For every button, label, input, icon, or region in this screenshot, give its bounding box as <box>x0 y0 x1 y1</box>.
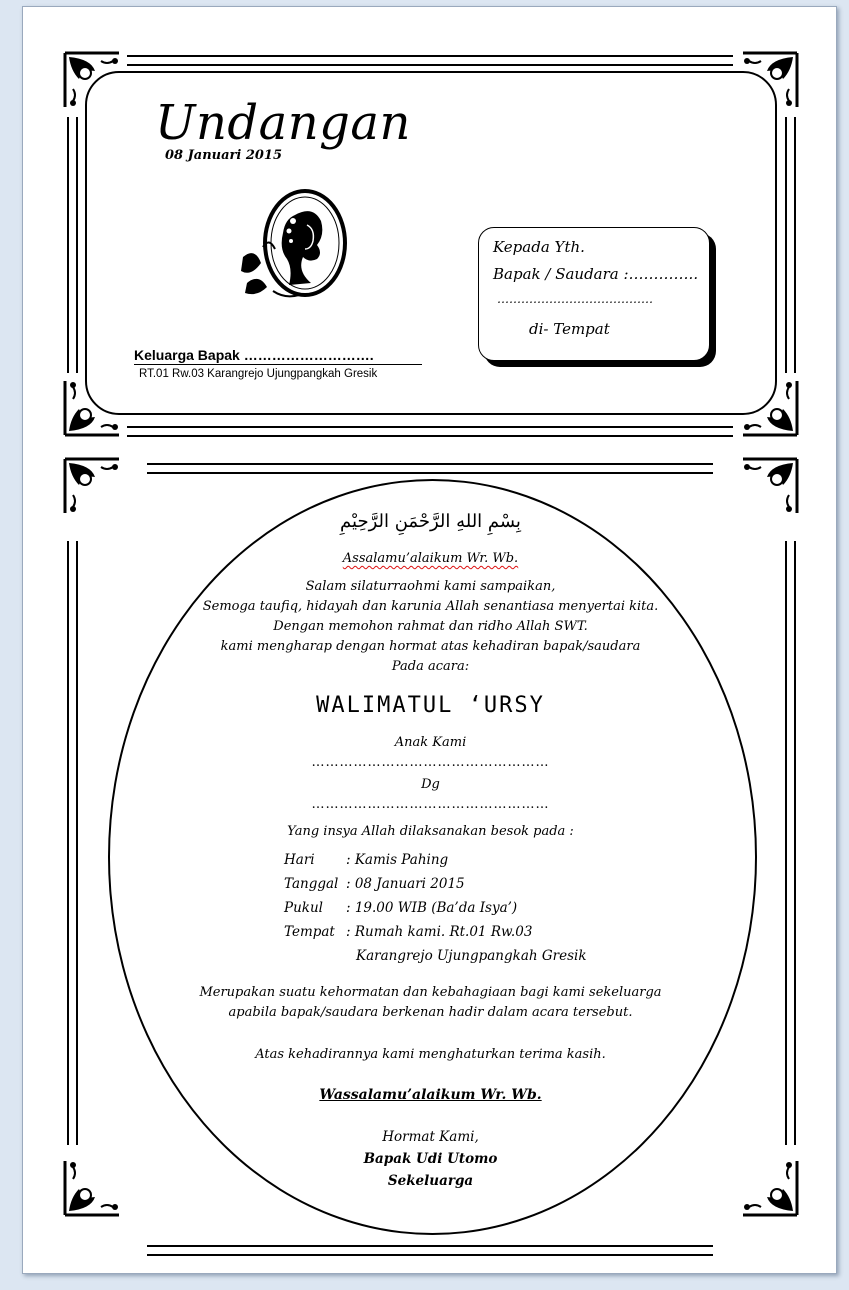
schedule-key: Tanggal <box>284 876 339 892</box>
thanks-line: Atas kehadirannya kami menghaturkan terima kasih. <box>255 1047 606 1062</box>
opening-paragraph <box>108 577 753 677</box>
greeting <box>108 549 753 569</box>
basmalah-calligraphy: بِسْمِ اللهِ الرَّحْمَنِ الرَّحِيْمِ <box>340 511 521 532</box>
closing-greeting-text: Wassalamu’alaikum Wr. Wb. <box>319 1087 542 1103</box>
schedule-key: Pukul <box>284 900 323 916</box>
opening-line-1: Salam silaturraohmi kami sampaikan, <box>305 579 556 594</box>
opening-line-3: Dengan memohon rahmat dan ridho Allah SWT. <box>273 619 588 634</box>
schedule-key: Tempat <box>284 924 335 940</box>
greeting-text: Assalamu’alaikum Wr. Wb. <box>342 551 519 566</box>
family-address: RT.01 Rw.03 Karangrejo Ujungpangkah Gresik <box>139 368 378 380</box>
schedule-row-place <box>284 924 532 940</box>
groom-placeholder: …………………………………………… <box>311 755 550 770</box>
schedule-row-time <box>284 900 517 916</box>
schedule-value: : 08 Januari 2015 <box>346 876 465 892</box>
schedule-row-date <box>284 876 465 892</box>
recipient-line-4: di- Tempat <box>529 320 610 338</box>
schedule-row-day <box>284 852 448 868</box>
recipient-line-1: Kepada Yth. <box>493 238 585 256</box>
schedule-value: : Kamis Pahing <box>346 852 449 868</box>
recipient-line-2: Bapak / Saudara :………….. <box>493 265 699 283</box>
bride-placeholder: …………………………………………… <box>311 797 550 812</box>
schedule-key: Hari <box>284 852 315 868</box>
child-label: Anak Kami <box>394 735 467 750</box>
closing-paragraph <box>108 983 753 1023</box>
schedule-value: : 19.00 WIB (Ba’da Isya’) <box>346 900 518 916</box>
regards: Hormat Kami, <box>382 1129 479 1145</box>
cover-title: Undangan <box>155 95 411 151</box>
schedule-place-continuation: Karangrejo Ujungpangkah Gresik <box>356 948 587 964</box>
schedule-intro: Yang insya Allah dilaksanakan besok pada : <box>287 824 574 839</box>
recipient-address-box <box>478 227 710 361</box>
border-rule-bottom <box>127 426 733 437</box>
border-rule-top <box>147 463 713 474</box>
border-rule-left <box>67 541 78 1145</box>
opening-line-2: Semoga taufiq, hidayah dan karunia Allah senantiasa menyertai kita. <box>202 599 659 614</box>
signer-family: Sekeluarga <box>387 1173 474 1189</box>
border-rule-bottom <box>147 1245 713 1256</box>
signer-name: Bapak Udi Utomo <box>363 1151 498 1167</box>
family-name-line: Keluarga Bapak ………………………. <box>134 347 422 365</box>
document-page <box>22 6 837 1274</box>
border-rule-left <box>67 117 78 373</box>
ornament-corner-top-left-icon <box>61 455 123 517</box>
closing-greeting <box>108 1087 753 1103</box>
recipient-line-3: ………………………………… <box>497 292 653 306</box>
border-rule-right <box>785 541 796 1145</box>
closing-line-1: Merupakan suatu kehormatan dan kebahagiaan bagi kami sekeluarga <box>199 985 662 1000</box>
ornament-corner-top-right-icon <box>739 455 801 517</box>
border-rule-right <box>785 117 796 373</box>
cover-date: 08 Januari 2015 <box>165 148 283 163</box>
opening-line-4: kami mengharap dengan hormat atas kehadiran bapak/saudara <box>220 639 641 654</box>
opening-line-5: Pada acara: <box>391 659 470 674</box>
couple-portrait-icon <box>233 187 351 305</box>
border-rule-top <box>127 55 733 66</box>
closing-line-2: apabila bapak/saudara berkenan hadir dalam acara tersebut. <box>228 1005 633 1020</box>
event-title: WALIMATUL ‘URSY <box>316 693 545 718</box>
schedule-value: : Rumah kami. Rt.01 Rw.03 <box>346 924 533 940</box>
connector-label: Dg <box>421 777 440 792</box>
